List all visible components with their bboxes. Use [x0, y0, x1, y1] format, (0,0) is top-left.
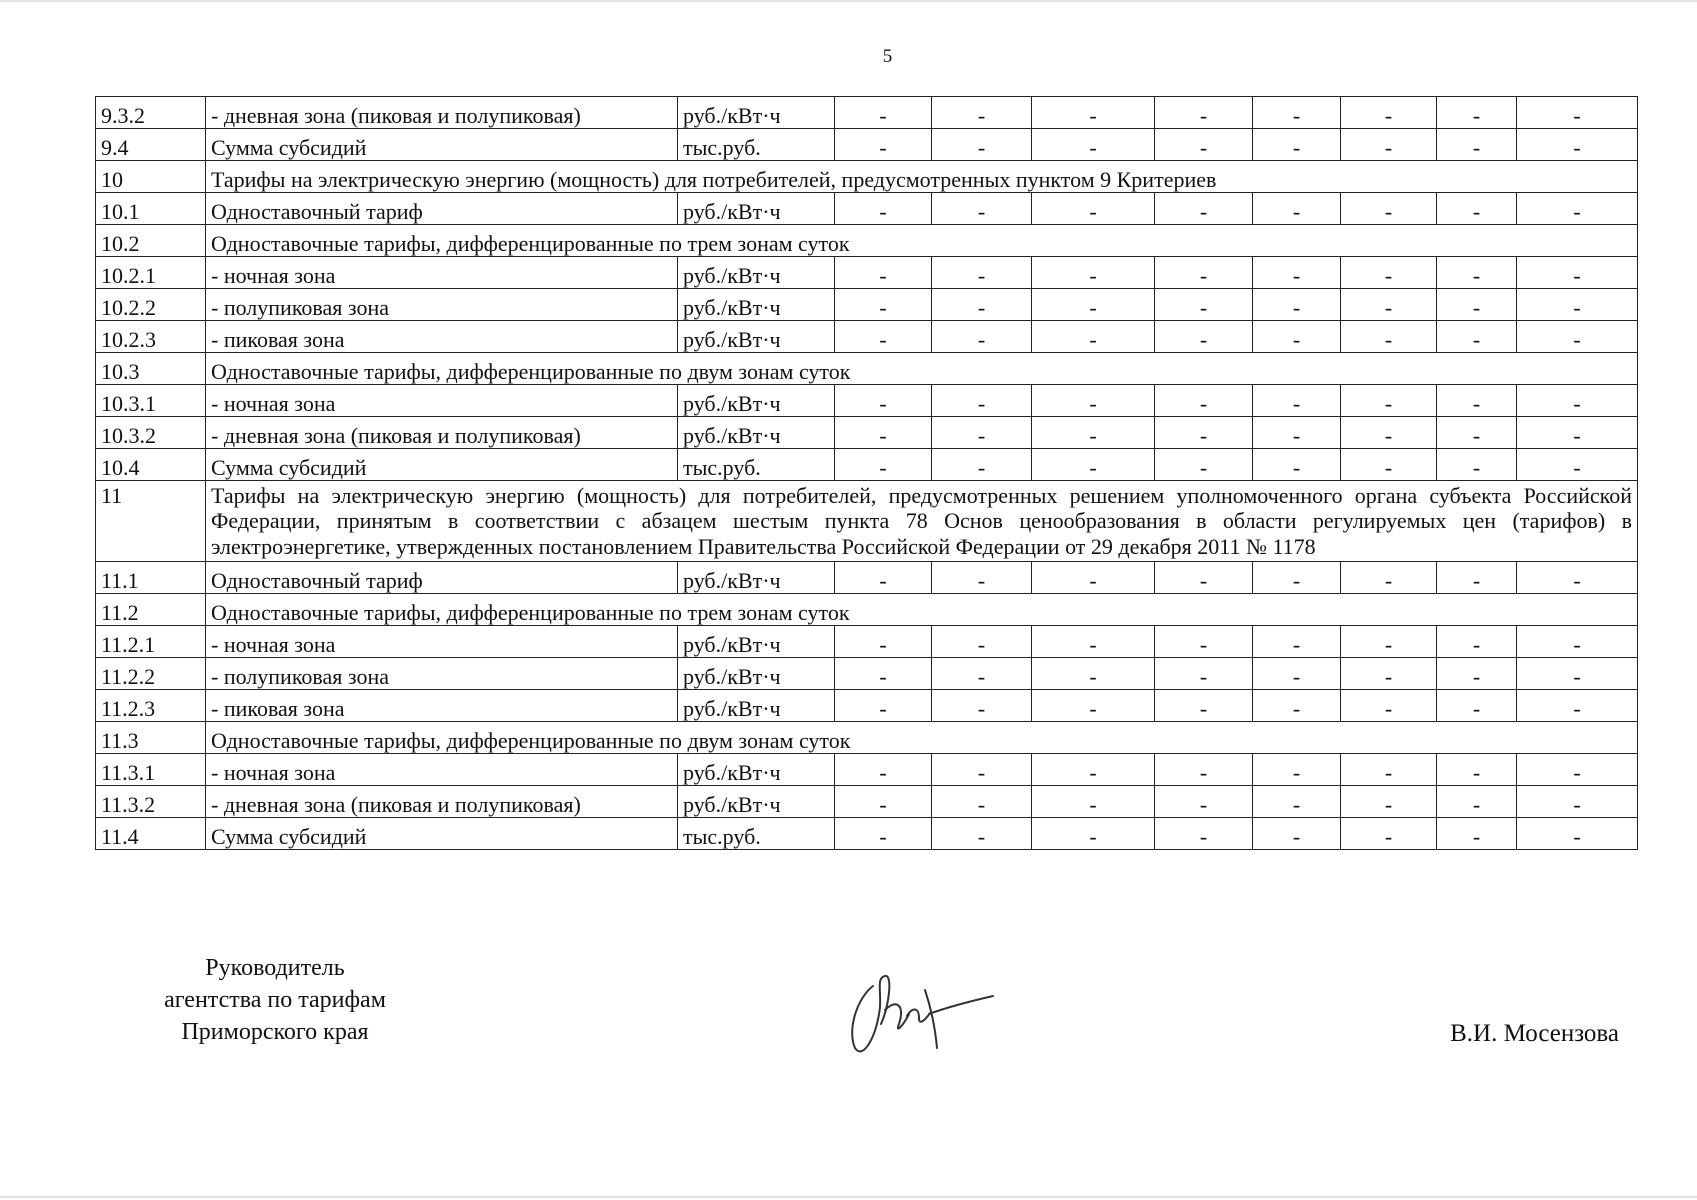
- row-name-cell: - дневная зона (пиковая и полупиковая): [206, 417, 678, 449]
- value-cell: -: [1032, 97, 1155, 129]
- value-cell: -: [1517, 417, 1638, 449]
- row-number-cell: 10.2.1: [96, 257, 206, 289]
- value-cell: -: [1032, 817, 1155, 849]
- row-name-cell: - полупиковая зона: [206, 289, 678, 321]
- row-number-cell: 11.2.2: [96, 657, 206, 689]
- handwritten-signature: [845, 968, 995, 1058]
- section-title-cell: Одноставочные тарифы, дифференцированные по трем зонам суток: [206, 225, 1638, 257]
- row-unit-cell: руб./кВт·ч: [678, 785, 835, 817]
- value-cell: -: [1517, 753, 1638, 785]
- value-cell: -: [1253, 129, 1341, 161]
- value-cell: -: [1517, 385, 1638, 417]
- row-number-cell: 10.4: [96, 449, 206, 481]
- value-cell: -: [932, 385, 1032, 417]
- value-cell: -: [932, 689, 1032, 721]
- value-cell: -: [1517, 257, 1638, 289]
- value-cell: -: [1341, 257, 1437, 289]
- value-cell: -: [932, 97, 1032, 129]
- table-row: [96, 225, 1638, 257]
- section-paragraph-cell: Тарифы на электрическую энергию (мощность) для потребителей, предусмотренных решением уполномоченного органа субъекта Российской Федерации, принятым в соответствии с абзацем шестым пункта 78 Основ ценообразования в области регулируемых цен (тарифов) в электроэнергетике, утвержденных постановлением Правительства Российской Федерации от 29 декабря 2011 № 1178: [206, 481, 1638, 562]
- value-cell: -: [1517, 449, 1638, 481]
- value-cell: -: [1253, 657, 1341, 689]
- scan-edge-top: [0, 0, 1697, 2]
- value-cell: -: [1341, 657, 1437, 689]
- value-cell: -: [932, 417, 1032, 449]
- value-cell: -: [1437, 385, 1517, 417]
- row-name-cell: - полупиковая зона: [206, 657, 678, 689]
- row-unit-cell: руб./кВт·ч: [678, 257, 835, 289]
- row-number-cell: 10.3.2: [96, 417, 206, 449]
- row-name-cell: - пиковая зона: [206, 689, 678, 721]
- row-number-cell: 10.3.1: [96, 385, 206, 417]
- value-cell: -: [1032, 289, 1155, 321]
- row-number-cell: 10.2: [96, 225, 206, 257]
- table-row: [96, 721, 1638, 753]
- row-unit-cell: руб./кВт·ч: [678, 289, 835, 321]
- table-row: [96, 449, 1638, 481]
- value-cell: -: [1155, 657, 1253, 689]
- value-cell: -: [1155, 753, 1253, 785]
- row-name-cell: Одноставочный тариф: [206, 193, 678, 225]
- value-cell: -: [1253, 385, 1341, 417]
- value-cell: -: [1032, 417, 1155, 449]
- row-unit-cell: руб./кВт·ч: [678, 417, 835, 449]
- value-cell: -: [1253, 321, 1341, 353]
- row-name-cell: - дневная зона (пиковая и полупиковая): [206, 785, 678, 817]
- value-cell: -: [1253, 97, 1341, 129]
- row-unit-cell: руб./кВт·ч: [678, 97, 835, 129]
- row-unit-cell: руб./кВт·ч: [678, 625, 835, 657]
- row-name-cell: Одноставочный тариф: [206, 561, 678, 593]
- page-number: 5: [882, 46, 893, 67]
- value-cell: -: [1155, 689, 1253, 721]
- value-cell: -: [1155, 257, 1253, 289]
- tariffs-table: [95, 96, 1638, 850]
- value-cell: -: [1517, 97, 1638, 129]
- value-cell: -: [1032, 257, 1155, 289]
- value-cell: -: [932, 625, 1032, 657]
- value-cell: -: [1253, 193, 1341, 225]
- value-cell: -: [1341, 785, 1437, 817]
- section-title-cell: Одноставочные тарифы, дифференцированные по трем зонам суток: [206, 593, 1638, 625]
- row-number-cell: 11.3.1: [96, 753, 206, 785]
- value-cell: -: [1437, 657, 1517, 689]
- value-cell: -: [1032, 449, 1155, 481]
- signer-name: В.И. Мосензова: [1450, 1020, 1619, 1047]
- row-number-cell: 11.3.2: [96, 785, 206, 817]
- value-cell: -: [1032, 193, 1155, 225]
- value-cell: -: [1155, 385, 1253, 417]
- value-cell: -: [1032, 321, 1155, 353]
- signatory-title: [130, 952, 420, 1048]
- value-cell: -: [1032, 129, 1155, 161]
- value-cell: -: [835, 321, 932, 353]
- signatory-title-line: Руководитель: [205, 955, 345, 981]
- value-cell: -: [1032, 385, 1155, 417]
- row-unit-cell: руб./кВт·ч: [678, 193, 835, 225]
- value-cell: -: [1341, 417, 1437, 449]
- table-body: [96, 97, 1638, 850]
- value-cell: -: [1341, 385, 1437, 417]
- value-cell: -: [1517, 129, 1638, 161]
- row-name-cell: - дневная зона (пиковая и полупиковая): [206, 97, 678, 129]
- value-cell: -: [1517, 625, 1638, 657]
- value-cell: -: [1437, 817, 1517, 849]
- value-cell: -: [1253, 753, 1341, 785]
- value-cell: -: [835, 625, 932, 657]
- value-cell: -: [1155, 97, 1253, 129]
- table-row: [96, 481, 1638, 562]
- value-cell: -: [1437, 257, 1517, 289]
- row-unit-cell: руб./кВт·ч: [678, 321, 835, 353]
- value-cell: -: [1253, 417, 1341, 449]
- signatory-title-line: агентства по тарифам: [164, 987, 386, 1013]
- value-cell: -: [835, 289, 932, 321]
- value-cell: -: [1253, 561, 1341, 593]
- value-cell: -: [1155, 785, 1253, 817]
- table-row: [96, 193, 1638, 225]
- row-number-cell: 11.2: [96, 593, 206, 625]
- row-number-cell: 10.2.2: [96, 289, 206, 321]
- row-number-cell: 11.3: [96, 721, 206, 753]
- value-cell: -: [1253, 689, 1341, 721]
- row-unit-cell: тыс.руб.: [678, 449, 835, 481]
- value-cell: -: [1032, 753, 1155, 785]
- row-number-cell: 11.2.1: [96, 625, 206, 657]
- value-cell: -: [835, 561, 932, 593]
- value-cell: -: [1437, 289, 1517, 321]
- value-cell: -: [932, 193, 1032, 225]
- table-row: [96, 657, 1638, 689]
- row-unit-cell: руб./кВт·ч: [678, 753, 835, 785]
- table-row: [96, 593, 1638, 625]
- value-cell: -: [835, 657, 932, 689]
- value-cell: -: [1341, 289, 1437, 321]
- value-cell: -: [1032, 657, 1155, 689]
- table-row: [96, 321, 1638, 353]
- value-cell: -: [932, 785, 1032, 817]
- row-number-cell: 11.1: [96, 561, 206, 593]
- table-row: [96, 817, 1638, 849]
- value-cell: -: [1253, 257, 1341, 289]
- row-unit-cell: тыс.руб.: [678, 129, 835, 161]
- value-cell: -: [1155, 625, 1253, 657]
- value-cell: -: [835, 753, 932, 785]
- value-cell: -: [932, 321, 1032, 353]
- scan-edge-bottom: [0, 1196, 1697, 1198]
- value-cell: -: [1155, 449, 1253, 481]
- section-title-cell: Одноставочные тарифы, дифференцированные по двум зонам суток: [206, 353, 1638, 385]
- value-cell: -: [1155, 129, 1253, 161]
- value-cell: -: [835, 689, 932, 721]
- value-cell: -: [932, 817, 1032, 849]
- section-title-cell: Тарифы на электрическую энергию (мощность) для потребителей, предусмотренных пунктом 9 Критериев: [206, 161, 1638, 193]
- value-cell: -: [1155, 817, 1253, 849]
- value-cell: -: [835, 257, 932, 289]
- row-number-cell: 10.2.3: [96, 321, 206, 353]
- row-unit-cell: руб./кВт·ч: [678, 561, 835, 593]
- table-row: [96, 417, 1638, 449]
- table-row: [96, 561, 1638, 593]
- row-number-cell: 10.1: [96, 193, 206, 225]
- row-unit-cell: тыс.руб.: [678, 817, 835, 849]
- value-cell: -: [1032, 689, 1155, 721]
- row-name-cell: - пиковая зона: [206, 321, 678, 353]
- value-cell: -: [835, 193, 932, 225]
- value-cell: -: [932, 561, 1032, 593]
- value-cell: -: [1437, 449, 1517, 481]
- table-row: [96, 129, 1638, 161]
- value-cell: -: [1032, 785, 1155, 817]
- value-cell: -: [1437, 689, 1517, 721]
- value-cell: -: [932, 657, 1032, 689]
- section-title-cell: Одноставочные тарифы, дифференцированные по двум зонам суток: [206, 721, 1638, 753]
- table-row: [96, 161, 1638, 193]
- value-cell: -: [1155, 193, 1253, 225]
- table-row: [96, 289, 1638, 321]
- signatory-title-line: Приморского края: [181, 1019, 369, 1045]
- row-number-cell: 9.4: [96, 129, 206, 161]
- value-cell: -: [1253, 785, 1341, 817]
- value-cell: -: [1155, 417, 1253, 449]
- value-cell: -: [1341, 449, 1437, 481]
- value-cell: -: [1341, 817, 1437, 849]
- value-cell: -: [1155, 321, 1253, 353]
- value-cell: -: [1517, 785, 1638, 817]
- value-cell: -: [1341, 753, 1437, 785]
- value-cell: -: [1437, 753, 1517, 785]
- table-row: [96, 785, 1638, 817]
- row-name-cell: - ночная зона: [206, 753, 678, 785]
- value-cell: -: [835, 385, 932, 417]
- value-cell: -: [1341, 321, 1437, 353]
- value-cell: -: [1341, 97, 1437, 129]
- table-row: [96, 689, 1638, 721]
- table-row: [96, 385, 1638, 417]
- table-row: [96, 625, 1638, 657]
- value-cell: -: [835, 129, 932, 161]
- value-cell: -: [1155, 289, 1253, 321]
- value-cell: -: [835, 785, 932, 817]
- value-cell: -: [1155, 561, 1253, 593]
- value-cell: -: [1437, 785, 1517, 817]
- value-cell: -: [1517, 321, 1638, 353]
- table-row: [96, 353, 1638, 385]
- value-cell: -: [932, 753, 1032, 785]
- value-cell: -: [1437, 625, 1517, 657]
- value-cell: -: [1341, 561, 1437, 593]
- value-cell: -: [835, 417, 932, 449]
- value-cell: -: [1437, 561, 1517, 593]
- value-cell: -: [1032, 561, 1155, 593]
- value-cell: -: [1517, 657, 1638, 689]
- value-cell: -: [1437, 97, 1517, 129]
- row-unit-cell: руб./кВт·ч: [678, 657, 835, 689]
- value-cell: -: [1517, 689, 1638, 721]
- row-number-cell: 11.2.3: [96, 689, 206, 721]
- value-cell: -: [1253, 449, 1341, 481]
- row-number-cell: 10.3: [96, 353, 206, 385]
- value-cell: -: [1341, 625, 1437, 657]
- value-cell: -: [1437, 417, 1517, 449]
- value-cell: -: [1437, 193, 1517, 225]
- value-cell: -: [1341, 129, 1437, 161]
- row-name-cell: - ночная зона: [206, 257, 678, 289]
- row-unit-cell: руб./кВт·ч: [678, 689, 835, 721]
- row-number-cell: 11.4: [96, 817, 206, 849]
- value-cell: -: [835, 817, 932, 849]
- row-number-cell: 9.3.2: [96, 97, 206, 129]
- value-cell: -: [1253, 817, 1341, 849]
- value-cell: -: [1032, 625, 1155, 657]
- value-cell: -: [1517, 817, 1638, 849]
- value-cell: -: [1341, 193, 1437, 225]
- value-cell: -: [932, 257, 1032, 289]
- value-cell: -: [1437, 321, 1517, 353]
- value-cell: -: [1437, 129, 1517, 161]
- value-cell: -: [1341, 689, 1437, 721]
- value-cell: -: [1253, 289, 1341, 321]
- row-name-cell: Сумма субсидий: [206, 817, 678, 849]
- row-name-cell: Сумма субсидий: [206, 449, 678, 481]
- table-row: [96, 257, 1638, 289]
- value-cell: -: [1517, 289, 1638, 321]
- row-name-cell: - ночная зона: [206, 385, 678, 417]
- table-row: [96, 97, 1638, 129]
- row-number-cell: 10: [96, 161, 206, 193]
- value-cell: -: [835, 449, 932, 481]
- value-cell: -: [1517, 193, 1638, 225]
- value-cell: -: [1253, 625, 1341, 657]
- row-name-cell: Сумма субсидий: [206, 129, 678, 161]
- row-unit-cell: руб./кВт·ч: [678, 385, 835, 417]
- value-cell: -: [932, 289, 1032, 321]
- value-cell: -: [932, 449, 1032, 481]
- value-cell: -: [835, 97, 932, 129]
- row-number-cell: 11: [96, 481, 206, 562]
- row-name-cell: - ночная зона: [206, 625, 678, 657]
- value-cell: -: [932, 129, 1032, 161]
- value-cell: -: [1517, 561, 1638, 593]
- table-row: [96, 753, 1638, 785]
